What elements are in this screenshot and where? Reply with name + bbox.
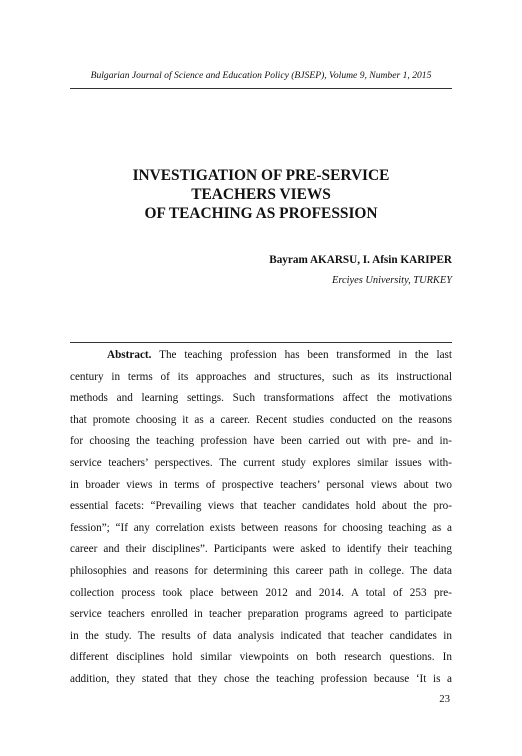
abstract-line: for choosing the teaching profession have been carried out with pre- and in- xyxy=(70,435,452,448)
author-affiliation: Erciyes University, TURKEY xyxy=(332,275,452,286)
abstract-line: in broader views in terms of prospective teachers’ personal views about two xyxy=(70,478,452,491)
title-line: INVESTIGATION OF PRE-SERVICE xyxy=(132,167,390,184)
abstract-line: philosophies and reasons for determining this career path in college. The data xyxy=(70,564,452,577)
header-divider xyxy=(70,88,452,89)
abstract-line: collection process took place between 2012 and 2014. A total of 253 pre- xyxy=(70,586,452,599)
abstract-line: service teachers enrolled in teacher preparation programs agreed to participate xyxy=(70,608,452,621)
abstract-line: methods and learning settings. Such transformations affect the motivations xyxy=(70,392,452,405)
article-title xyxy=(70,166,452,223)
abstract-line-text: The teaching profession has been transformed in the last xyxy=(151,349,452,361)
abstract-divider xyxy=(70,342,452,343)
abstract-line: century in terms of its approaches and structures, such as its instructional xyxy=(70,370,452,383)
author-names: Bayram AKARSU, I. Afsin KARIPER xyxy=(269,254,452,266)
title-line: TEACHERS VIEWS xyxy=(191,186,331,203)
abstract-line: essential facets: “Prevailing views that teacher candidates hold about the pro- xyxy=(70,500,452,513)
abstract-line: career and their disciplines”. Participants were asked to identify their teaching xyxy=(70,543,452,556)
title-line: OF TEACHING AS PROFESSION xyxy=(144,205,378,222)
abstract-line: service teachers’ perspectives. The current study explores similar issues with- xyxy=(70,456,452,469)
abstract-line: addition, they stated that they chose the teaching profession because ‘It is a xyxy=(70,672,452,685)
abstract-line xyxy=(70,345,452,367)
abstract-line: fession”; “If any correlation exists between reasons for choosing teaching as a xyxy=(70,521,452,534)
abstract-line: in the study. The results of data analysis indicated that teacher candidates in xyxy=(70,629,452,642)
abstract-block xyxy=(70,345,452,691)
abstract-line: that promote choosing it as a career. Recent studies conducted on the reasons xyxy=(70,413,452,426)
abstract-line: different disciplines hold similar viewpoints on both research questions. In xyxy=(70,651,452,664)
abstract-label: Abstract. xyxy=(107,349,152,361)
running-header: Bulgarian Journal of Science and Education Policy (BJSEP), Volume 9, Number 1, 2015 xyxy=(90,70,432,81)
page-number: 23 xyxy=(439,693,450,705)
